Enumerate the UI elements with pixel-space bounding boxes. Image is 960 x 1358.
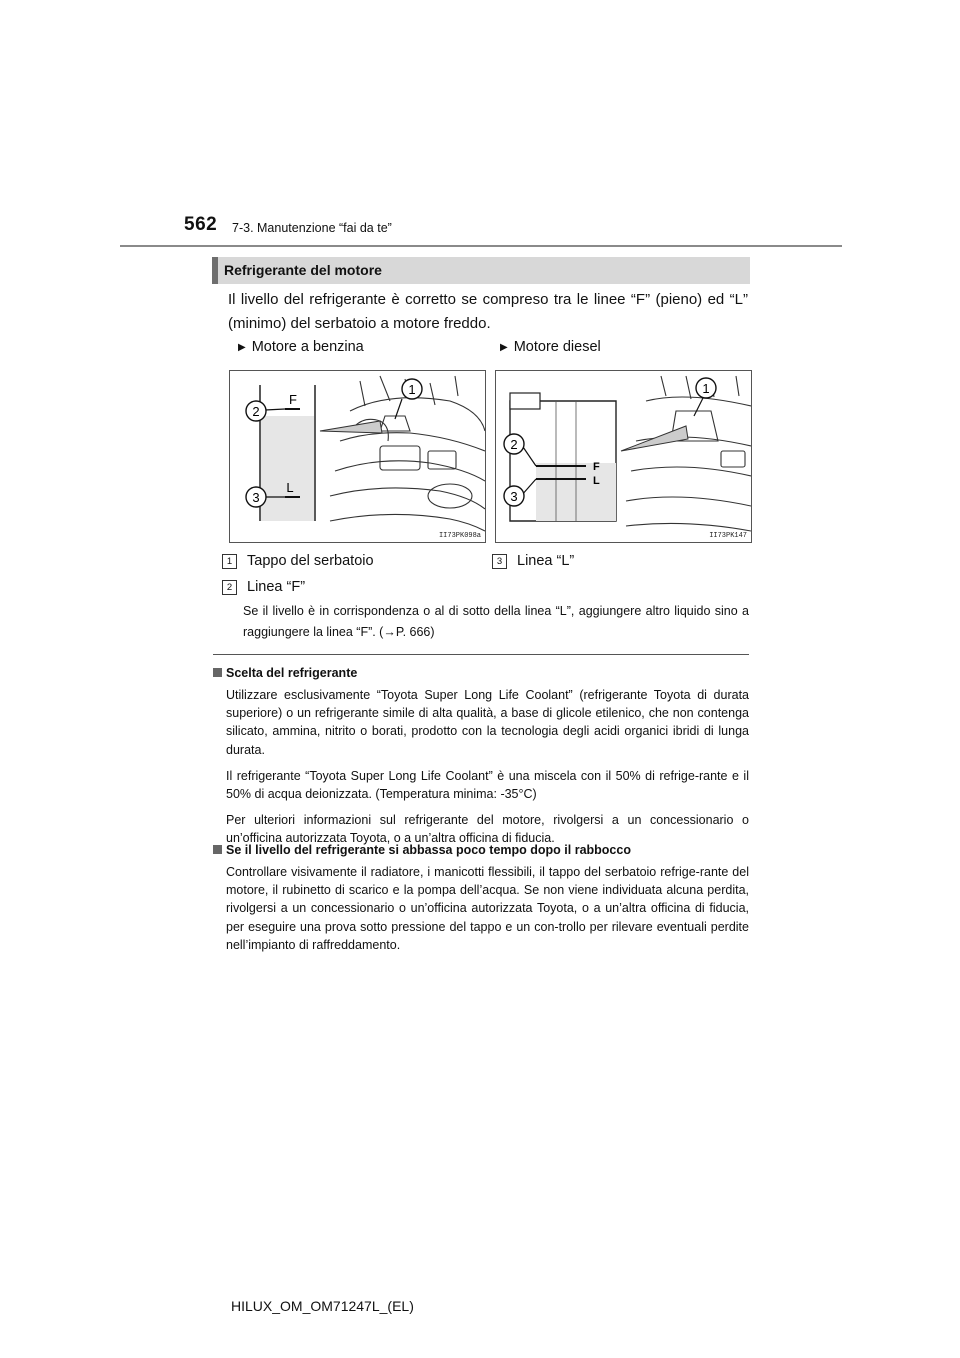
section-divider [213, 654, 749, 655]
variant-heading-petrol-label: Motore a benzina [251, 339, 364, 355]
variant-heading-petrol [238, 339, 364, 355]
legend-label: Linea “F” [247, 579, 306, 595]
coolant-fill [261, 416, 314, 521]
section-title-bar [212, 257, 750, 284]
zoom-pointer [621, 426, 688, 451]
section-title-tab [212, 257, 218, 284]
legend-number: 3 [492, 554, 507, 569]
callout-3-text: 3 [510, 489, 518, 504]
section-reference: 7-3. Manutenzione “fai da te” [232, 221, 392, 235]
paragraph: Controllare visivamente il radiatore, i manicotti flessibili, il tappo del serbatoio refrige-rante del motore, il rubinetto di scarico e la pompa dell’acqua. Se non viene individuata alcuna perdita, rivolgersi a un concessionario o un’officina autorizzata Toyota, o a un’altra officina di fiducia, per eseguire una prova sotto pressione del tappo e un con-trollo per rilevare eventuali perdite nell’impianto di raffreddamento. [226, 865, 749, 952]
footer-doc-code: HILUX_OM_OM71247L_(EL) [231, 1298, 414, 1314]
line-f-label: F [289, 392, 297, 407]
line-l-label: L [593, 475, 600, 487]
section-title: Refrigerante del motore [224, 262, 382, 278]
paragraph: Per ulteriori informazioni sul refrigerante del motore, rivolgersi a un concessionario o un’officina autorizzata Toyota, o a un’altra officina di fiducia. [226, 813, 749, 846]
legend-item-2 [222, 579, 305, 596]
header-rule [120, 245, 842, 247]
legend-label: Linea “L” [517, 553, 575, 569]
legend-label: Tappo del serbatoio [247, 553, 374, 569]
callout-1-text: 1 [408, 382, 416, 397]
square-bullet-icon [213, 668, 222, 677]
subsection-heading-text: Scelta del refrigerante [226, 666, 358, 680]
refill-note: Se il livello è in corrispondenza o al di sotto della linea “L”, aggiungere altro liquido sino a raggiungere la linea “F”. (→P. 666) [243, 604, 749, 639]
zoom-pointer [320, 421, 382, 433]
triangle-bullet-icon: ▶ [238, 342, 246, 353]
variant-heading-diesel-label: Motore diesel [513, 339, 601, 355]
square-bullet-icon [213, 845, 222, 854]
petrol-engine-illustration [230, 371, 485, 542]
diesel-engine-illustration [496, 371, 751, 542]
page-number: 562 [184, 214, 218, 235]
legend-item-1 [222, 553, 374, 570]
figure-code: II73PK098a [438, 532, 481, 540]
figure-petrol-engine [229, 370, 486, 543]
subsection-heading-level-drop [213, 843, 631, 857]
legend-item-3 [492, 553, 574, 570]
variant-heading-diesel [500, 339, 601, 355]
paragraph: Utilizzare esclusivamente “Toyota Super Long Life Coolant” (refrigerante Toyota di durata superiore) o un refrigerante simile di alta qualità, a base di glicole etilenico, che non contenga silicato, ammina, nitrito o borati, prodotto con la tecnologia degli acidi organici ibridi di lunga durata. [226, 688, 749, 757]
paragraph: Il refrigerante “Toyota Super Long Life Coolant” è una miscela con il 50% di refrige-rante e il 50% di acqua deionizzata. (Temperatura minima: -35°C) [226, 769, 749, 802]
intro-paragraph: Il livello del refrigerante è corretto se compreso tra le linee “F” (pieno) ed “L” (minimo) del serbatoio a motore freddo. [228, 291, 748, 332]
triangle-bullet-icon: ▶ [500, 342, 508, 353]
legend-number: 2 [222, 580, 237, 595]
callout-2-text: 2 [510, 437, 518, 452]
callout-3-text: 3 [252, 490, 260, 505]
reservoir-cap-shape [510, 393, 540, 409]
subsection-heading-text: Se il livello del refrigerante si abbassa poco tempo dopo il rabbocco [226, 843, 631, 857]
callout-2-text: 2 [252, 404, 260, 419]
line-f-label: F [593, 461, 600, 473]
subsection-heading-coolant-choice [213, 666, 357, 680]
callout-1-text: 1 [702, 381, 710, 396]
line-l-label: L [286, 480, 294, 495]
legend-number: 1 [222, 554, 237, 569]
figure-code: II73PK147 [709, 532, 747, 540]
figure-diesel-engine [495, 370, 752, 543]
